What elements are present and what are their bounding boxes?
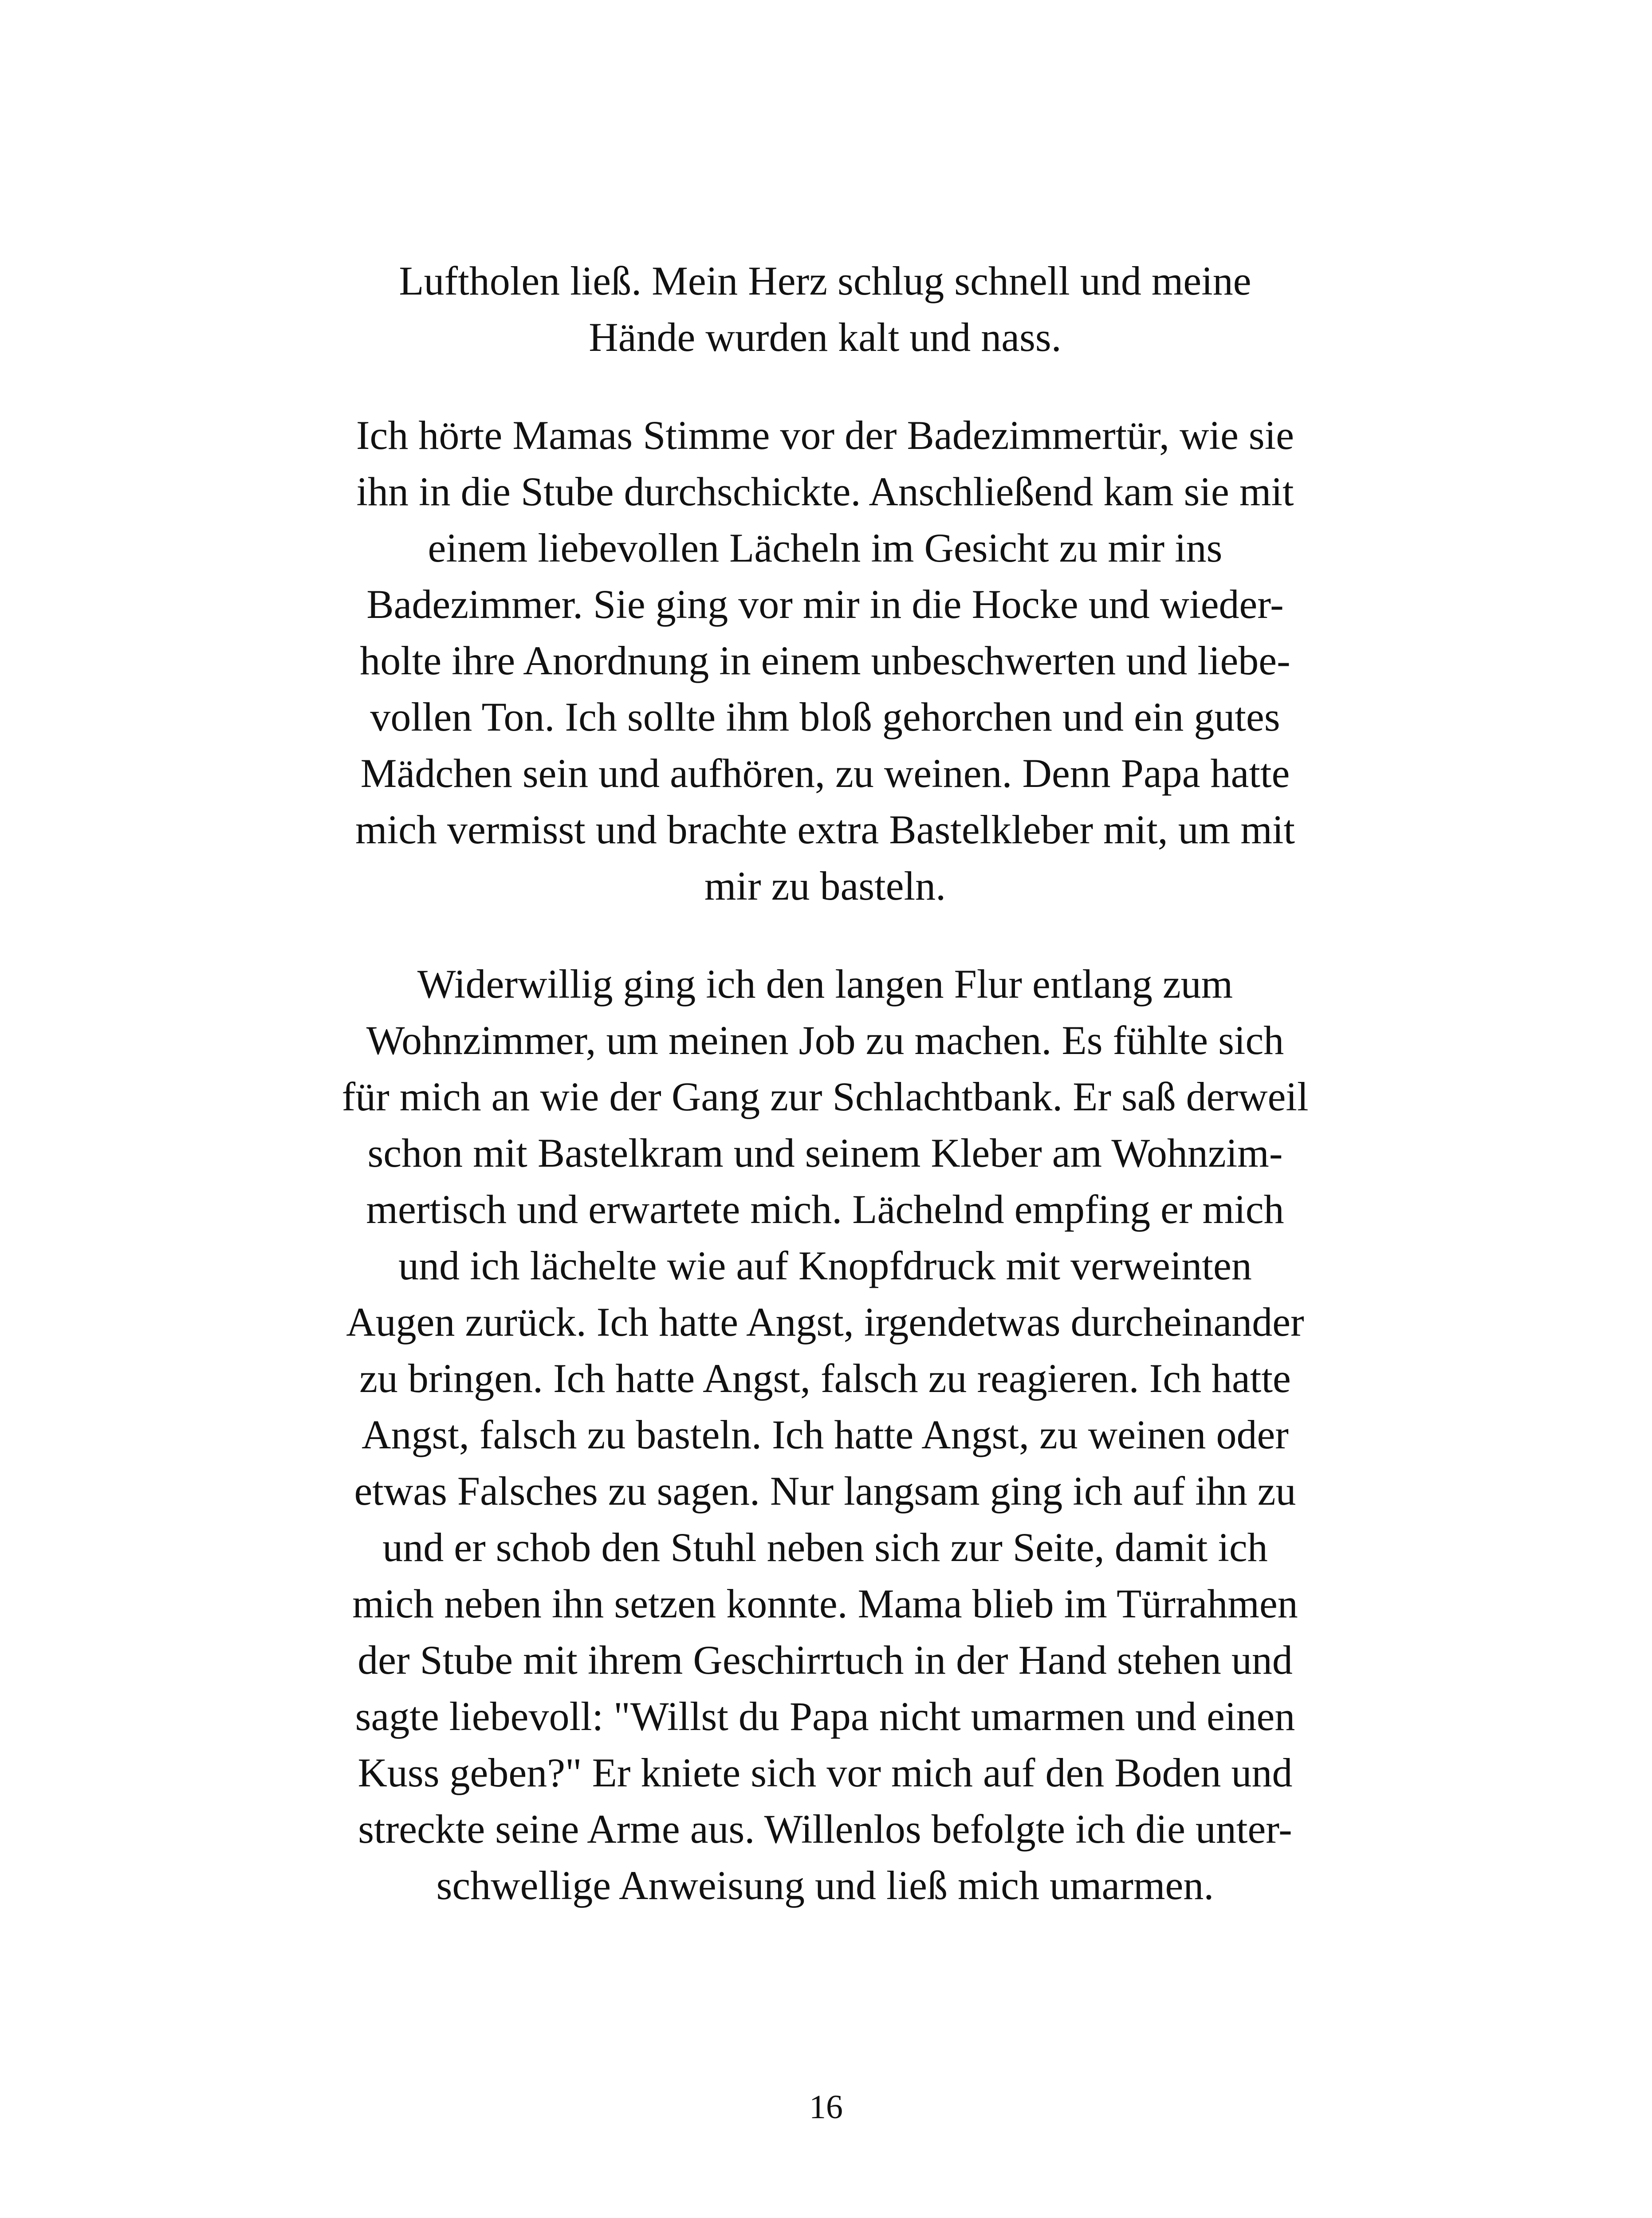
text-line: Kuss geben?" Er kniete sich vor mich auf den Boden und <box>358 1750 1293 1795</box>
text-line: Augen zurück. Ich hatte Angst, irgendetwas durcheinander <box>346 1299 1304 1345</box>
text-line: Hände wurden kalt und nass. <box>589 315 1062 360</box>
text-line: etwas Falsches zu sagen. Nur langsam ging ich auf ihn zu <box>354 1468 1296 1514</box>
text-line: Widerwillig ging ich den langen Flur entlang zum <box>417 961 1233 1007</box>
text-line: Luftholen ließ. Mein Herz schlug schnell und meine <box>399 258 1251 303</box>
text-line: Ich hörte Mamas Stimme vor der Badezimmertür, wie sie <box>356 413 1294 458</box>
text-line: schwellige Anweisung und ließ mich umarmen. <box>436 1863 1214 1908</box>
text-line: vollen Ton. Ich sollte ihm bloß gehorchen und ein gutes <box>370 694 1280 739</box>
text-line: holte ihre Anordnung in einem unbeschwerten und liebe- <box>360 638 1290 683</box>
text-line: mich neben ihn setzen konnte. Mama blieb im Türrahmen <box>352 1581 1298 1626</box>
paragraph-2 <box>328 407 1322 914</box>
text-line: Angst, falsch zu basteln. Ich hatte Angst, zu weinen oder <box>362 1412 1289 1457</box>
text-line: mir zu basteln. <box>704 863 946 908</box>
text-line: der Stube mit ihrem Geschirrtuch in der Hand stehen und <box>358 1637 1293 1683</box>
text-line: einem liebevollen Lächeln im Gesicht zu mir ins <box>428 525 1223 570</box>
page-number: 16 <box>809 2088 843 2126</box>
text-line: ihn in die Stube durchschickte. Anschließend kam sie mit <box>356 469 1294 514</box>
text-line: für mich an wie der Gang zur Schlachtbank. Er saß derweil <box>342 1074 1309 1119</box>
text-line: und er schob den Stuhl neben sich zur Seite, damit ich <box>382 1525 1268 1570</box>
text-line: Mädchen sein und aufhören, zu weinen. Denn Papa hatte <box>360 751 1290 796</box>
paragraph-3 <box>328 956 1322 1914</box>
text-line: mertisch und erwartete mich. Lächelnd empfing er mich <box>366 1187 1284 1232</box>
text-line: und ich lächelte wie auf Knopfdruck mit verweinten <box>398 1243 1252 1288</box>
text-line: zu bringen. Ich hatte Angst, falsch zu reagieren. Ich hatte <box>359 1356 1291 1401</box>
paragraph-1 <box>328 253 1322 366</box>
body-text <box>328 253 1322 1914</box>
text-line: Wohnzimmer, um meinen Job zu machen. Es fühlte sich <box>366 1018 1284 1063</box>
text-line: streckte seine Arme aus. Willenlos befolgte ich die unter- <box>358 1806 1292 1852</box>
text-line: sagte liebevoll: "Willst du Papa nicht umarmen und einen <box>355 1694 1295 1739</box>
text-line: mich vermisst und brachte extra Bastelkleber mit, um mit <box>355 807 1295 852</box>
text-line: schon mit Bastelkram und seinem Kleber am Wohnzim- <box>367 1130 1283 1176</box>
text-line: Badezimmer. Sie ging vor mir in die Hocke und wieder- <box>366 582 1284 627</box>
